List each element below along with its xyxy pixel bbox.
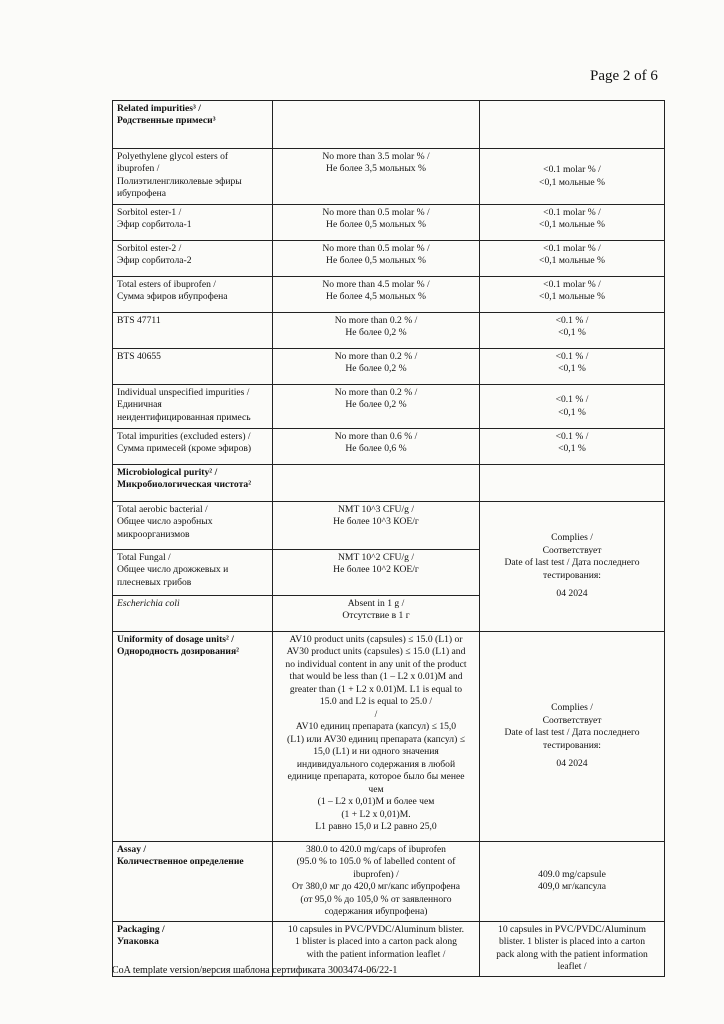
page-number: Page 2 of 6: [590, 68, 658, 84]
table-row: [113, 205, 665, 241]
row-result: <0.1 % / <0,1 %: [480, 385, 665, 429]
coa-table: [112, 100, 665, 977]
row-name: Polyethylene glycol esters of ibuprofen / Полиэтиленгликолевые эфиры ибупрофена: [113, 149, 273, 205]
table-row: [113, 349, 665, 385]
row-spec: No more than 0.5 molar % / Не более 0,5 мольных %: [273, 205, 480, 241]
row-result: <0.1 molar % / <0,1 мольные %: [480, 205, 665, 241]
row-name: BTS 47711: [113, 313, 273, 349]
table-row: [113, 385, 665, 429]
row-spec: 380.0 to 420.0 mg/caps of ibuprofen (95.0 % to 105.0 % of labelled content of ibuprofen) / От 380,0 мг до 420,0 мг/капс ибупрофена (от 95,0 % до 105,0 % от заявленного содержания ибупрофена): [273, 842, 480, 922]
section-title-micro: Microbiological purity² / Микробиологическая чистота²: [113, 465, 273, 502]
table-row: [113, 149, 665, 205]
micro-result: Complies / Соответствует Date of last test / Дата последнего тестирования: 04 2024: [480, 502, 665, 632]
row-spec: 10 capsules in PVC/PVDC/Aluminum blister. 1 blister is placed into a carton pack along with the patient information leaflet /: [273, 921, 480, 976]
row-spec: No more than 0.2 % / Не более 0,2 %: [273, 385, 480, 429]
row-name: Total esters of ibuprofen / Сумма эфиров ибупрофена: [113, 277, 273, 313]
row-result: 10 capsules in PVC/PVDC/Aluminum blister. 1 blister is placed into a carton pack along with the patient information leaflet /: [480, 921, 665, 976]
table-row: [113, 241, 665, 277]
row-name: Sorbitol ester-1 / Эфир сорбитола-1: [113, 205, 273, 241]
row-name: Escherichia coli: [113, 596, 273, 632]
row-result: <0.1 molar % / <0,1 мольные %: [480, 149, 665, 205]
row-result: <0.1 % / <0,1 %: [480, 349, 665, 385]
row-spec: No more than 3.5 molar % / Не более 3,5 мольных %: [273, 149, 480, 205]
row-result: <0.1 % / <0,1 %: [480, 313, 665, 349]
row-name: Assay / Количественное определение: [113, 842, 273, 922]
section-title-related: Related impurities³ / Родственные примеси³: [113, 101, 273, 149]
row-name: Uniformity of dosage units² / Однородность дозирования²: [113, 632, 273, 842]
row-result: 409.0 mg/capsule 409,0 мг/капсула: [480, 842, 665, 922]
table-row: [113, 429, 665, 465]
template-version-footer: CoA template version/версия шаблона сертификата 3003474-06/22-1: [112, 965, 398, 976]
row-spec: NMT 10^2 CFU/g / Не более 10^2 КОЕ/г: [273, 550, 480, 596]
row-name: Packaging / Упаковка: [113, 921, 273, 976]
section-row-micro: [113, 465, 665, 502]
section-row-related: [113, 101, 665, 149]
row-name: Total Fungal / Общее число дрожжевых и плесневых грибов: [113, 550, 273, 596]
table-row: [113, 277, 665, 313]
table-row: [113, 313, 665, 349]
row-spec: AV10 product units (capsules) ≤ 15.0 (L1) or AV30 product units (capsules) ≤ 15.0 (L1) and no individual content in any unit of the product that would be less than (1 – L2 x 0.01)M and greater than (1 + L2 x 0.01)M. L1 is equal to 15.0 and L2 is equal to 25.0 / / AV10 единиц препарата (капсул) ≤ 15,0 (L1) или AV30 единиц препарата (капсул) ≤ 15,0 (L1) и ни одного значения индивидуального содержания в любой единице препарата, которое было бы менее чем (1 – L2 x 0,01)M и более чем (1 + L2 x 0,01)M. L1 равно 15,0 и L2 равно 25,0: [273, 632, 480, 842]
table-row: [113, 502, 665, 550]
row-name: Total impurities (excluded esters) / Сумма примесей (кроме эфиров): [113, 429, 273, 465]
row-name: Total aerobic bacterial / Общее число аэробных микроорганизмов: [113, 502, 273, 550]
row-spec: NMT 10^3 CFU/g / Не более 10^3 КОЕ/г: [273, 502, 480, 550]
row-spec: Absent in 1 g / Отсутствие в 1 г: [273, 596, 480, 632]
row-spec: No more than 0.6 % / Не более 0,6 %: [273, 429, 480, 465]
row-spec: No more than 0.2 % / Не более 0,2 %: [273, 349, 480, 385]
row-spec: No more than 0.2 % / Не более 0,2 %: [273, 313, 480, 349]
uniformity-result: Complies / Соответствует Date of last test / Дата последнего тестирования: 04 2024: [480, 632, 665, 842]
row-result: <0.1 molar % / <0,1 мольные %: [480, 277, 665, 313]
row-result: <0.1 % / <0,1 %: [480, 429, 665, 465]
table-row: [113, 842, 665, 922]
row-result: <0.1 molar % / <0,1 мольные %: [480, 241, 665, 277]
row-spec: No more than 4.5 molar % / Не более 4,5 мольных %: [273, 277, 480, 313]
table-row: [113, 632, 665, 842]
row-spec: No more than 0.5 molar % / Не более 0,5 мольных %: [273, 241, 480, 277]
row-name: Sorbitol ester-2 / Эфир сорбитола-2: [113, 241, 273, 277]
row-name: BTS 40655: [113, 349, 273, 385]
row-name: Individual unspecified impurities / Единичная неидентифицированная примесь: [113, 385, 273, 429]
